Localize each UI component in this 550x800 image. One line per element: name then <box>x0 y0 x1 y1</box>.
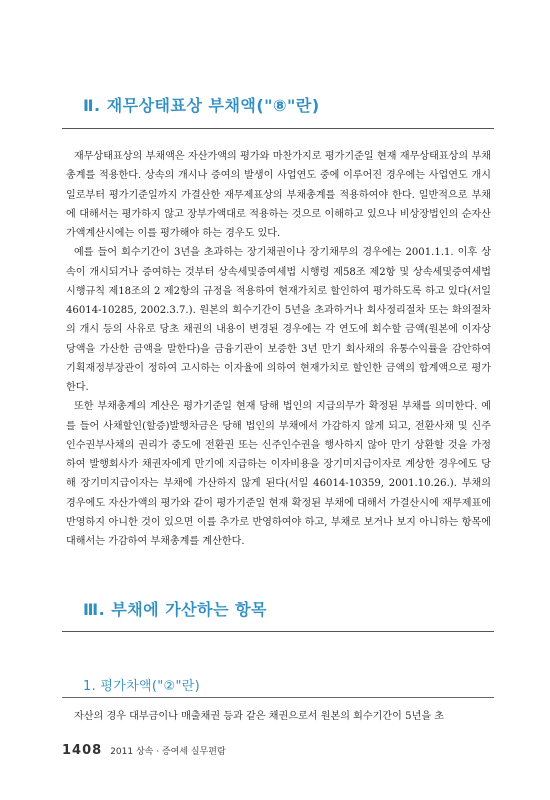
page-number: 1408 <box>62 743 103 758</box>
subsection-1-title: 1. 평가차액("②"란) <box>83 679 200 694</box>
page-footer <box>62 739 226 758</box>
section-2-title: Ⅱ. 재무상태표상 부채액("⑧"란) <box>83 96 320 115</box>
subsection-1-body <box>66 707 491 726</box>
book-title: 2011 상속 · 증여세 실무편람 <box>110 747 226 757</box>
section-2-paragraph: 재무상태표상의 부채액은 자산가액의 평가와 마찬가지로 평가기준일 현재 재무상태표상의 부채총계를 적용한다. 상속의 개시나 증여의 발생이 사업연도 중에 이루어진 경우에는 사업연도 개시일로부터 평가기준일까지 가결산한 재무제표상의 부채총계를 적용하여야 한다. 일반적으로 부채에 대해서는 평가하지 않고 장부가액대로 적용하는 것으로 이해하고 있으나 비상장법인의 순자산가액계산시에는 이를 평가해야 하는 경우도 있다. <box>66 151 491 239</box>
section-2-paragraph: 예를 들어 회수기간이 3년을 초과하는 장기채권이나 장기채무의 경우에는 2001.1.1. 이후 상속이 개시되거나 증여하는 것부터 상속세및증여세법 시행령 제58조 제2항 및 상속세및증여세법 시행규칙 제18조의 2 제2항의 규정을 적용하여 현재가치로 할인하여 평가하도록 하고 있다(서일 46014-10285, 2002.3.7.). 원본의 회수기간이 5년을 초과하거나 회사정리절차 또는 화의절차의 개시 등의 사유로 당초 채권의 내용이 변경된 경우에는 각 연도에 회수할 금액(원본에 이자상당액을 가산한 금액을 말한다)을 금융기관이 보증한 3년 만기 회사채의 유통수익률을 감안하여 기획재정부장관이 정하여 고시하는 이자율에 의하여 현재가치로 할인한 금액의 합계액으로 평가한다. <box>66 247 491 393</box>
section-3-divider <box>62 631 494 632</box>
section-2-body <box>66 147 491 551</box>
subsection-1-paragraph: 자산의 경우 대부금이나 매출채권 등과 같은 채권으로서 원본의 회수기간이 5년을 초 <box>74 711 445 722</box>
section-2-divider <box>62 128 494 129</box>
section-3-title: Ⅲ. 부채에 가산하는 항목 <box>83 600 268 619</box>
section-2-paragraph: 또한 부채총계의 계산은 평가기준일 현재 당해 법인의 지급의무가 확정된 부채를 의미한다. 예를 들어 사채할인(할증)발행차금은 당해 법인의 부채에서 가감하지 않게 되고, 전환사채 및 신주인수권부사채의 권리가 중도에 전환권 또는 신주인수권을 행사하지 않아 만기 상환할 것을 가정하여 발행회사가 채권자에게 만기에 지급하는 이자비용을 장기미지급이자로 계상한 경우에도 당해 장기미지급이자는 부채에 가산하지 않게 된다(서일 46014-10359, 2001.10.26.). 부채의 경우에도 자산가액의 평가와 같이 평가기준일 현재 확정된 부채에 대해서 가결산시에 재무제표에 반영하지 아니한 것이 있으면 이를 추가로 반영하여야 하고, 부채로 보거나 보지 아니하는 항목에 대해서는 가감하여 부채총계를 계산한다. <box>66 401 491 547</box>
subsection-1-divider <box>62 697 494 698</box>
